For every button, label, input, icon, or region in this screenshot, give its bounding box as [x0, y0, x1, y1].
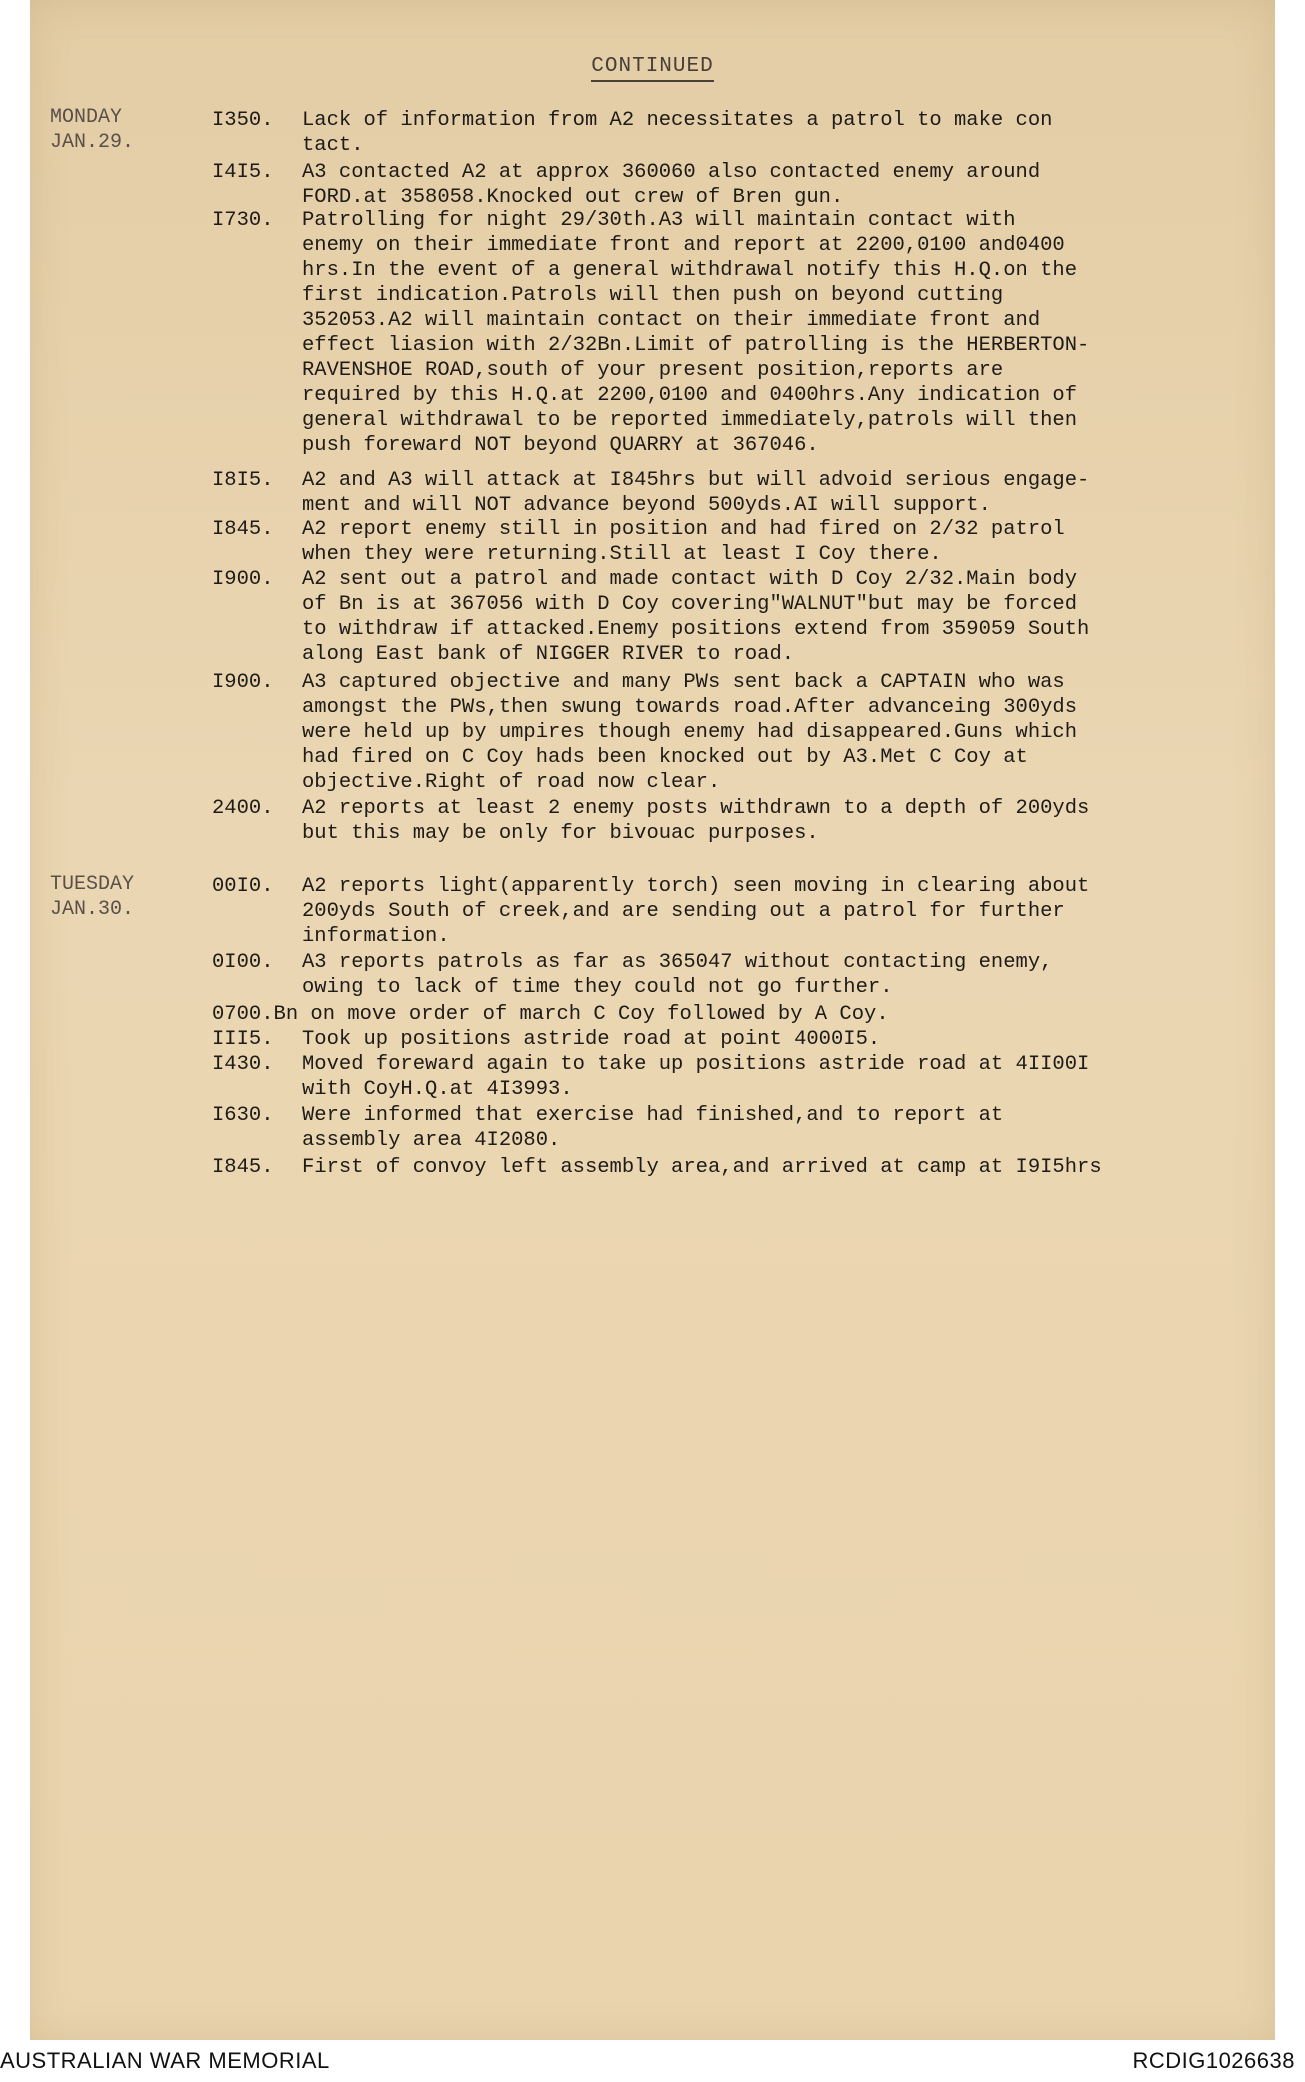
log-entry [212, 1027, 1267, 1052]
entry-text: Moved foreward again to take up positions astride road at 4II00I with CoyH.Q.at 4I3993. [302, 1053, 1090, 1101]
entry-time: 0700. [212, 1003, 274, 1026]
log-entry [212, 796, 1267, 846]
footer-record-id: RCDIG1026638 [1132, 2048, 1295, 2073]
entry-text: Lack of information from A2 necessitates a patrol to make con tact. [302, 109, 1053, 157]
entry-time: I630. [212, 1104, 274, 1127]
entry-text: Patrolling for night 29/30th.A3 will maintain contact with enemy on their immediate front and report at 2200,0100 and0400 hrs.In the event of a general withdrawal notify this H.Q.on the first indication.Patrols will then push on beyond cutting 352053.A2 will maintain contact on their immediate front and effect liasion with 2/32Bn.Limit of patrolling is the HERBERTON- RAVENSHOE ROAD,south of your present position,reports are required by this H.Q.at 2200,0100 and 0400hrs.Any indication of general withdrawal to be reported immediately,patrols will then push foreward NOT beyond QUARRY at 367046. [302, 209, 1090, 457]
day-label-monday: MONDAY JAN.29. [50, 106, 135, 154]
log-entry [212, 567, 1267, 667]
entry-time: I730. [212, 209, 274, 232]
log-entry [212, 160, 1267, 210]
entry-text: A2 sent out a patrol and made contact with D Coy 2/32.Main body of Bn is at 367056 with D Coy covering"WALNUT"but may be forced to withdraw if attacked.Enemy positions extend from 359059 South along East bank of NIGGER RIVER to road. [302, 568, 1090, 666]
log-entry [212, 108, 1267, 158]
log-entry [212, 517, 1267, 567]
entry-time: III5. [212, 1028, 274, 1051]
log-entry [212, 1103, 1267, 1153]
entry-text: A2 reports at least 2 enemy posts withdrawn to a depth of 200yds but this may be only for bivouac purposes. [302, 797, 1090, 845]
day-label-tuesday: TUESDAY JAN.30. [50, 873, 135, 921]
entry-text: A2 reports light(apparently torch) seen moving in clearing about 200yds South of creek,and are sending out a patrol for further information. [302, 875, 1090, 948]
log-entry [212, 874, 1267, 949]
page-heading: CONTINUED [30, 55, 1275, 78]
entry-time: I350. [212, 109, 274, 132]
log-entry [212, 950, 1267, 1000]
footer-archive-name: AUSTRALIAN WAR MEMORIAL [0, 2048, 330, 2073]
document-sheet [30, 0, 1275, 2040]
entry-time: I900. [212, 568, 274, 591]
log-entry [212, 208, 1267, 458]
entry-time: I8I5. [212, 469, 274, 492]
entry-time: I430. [212, 1053, 274, 1076]
entry-text: A3 reports patrols as far as 365047 without contacting enemy, owing to lack of time they could not go further. [302, 951, 1053, 999]
entry-text: Were informed that exercise had finished,and to report at assembly area 4I2080. [302, 1104, 1004, 1152]
entry-text: A2 report enemy still in position and had fired on 2/32 patrol when they were returning.Still at least I Coy there. [302, 518, 1065, 566]
entry-text: A3 contacted A2 at approx 360060 also contacted enemy around FORD.at 358058.Knocked out crew of Bren gun. [302, 161, 1041, 209]
entry-text: A2 and A3 will attack at I845hrs but will advoid serious engage- ment and will NOT advance beyond 500yds.AI will support. [302, 469, 1090, 517]
log-entry [212, 1002, 1267, 1027]
entry-text: Bn on move order of march C Coy followed by A Coy. [273, 1003, 889, 1026]
log-entry [212, 1052, 1267, 1102]
entry-text: Took up positions astride road at point 4000I5. [302, 1028, 881, 1051]
entry-time: I845. [212, 518, 274, 541]
entry-time: I4I5. [212, 161, 274, 184]
log-entry [212, 1155, 1267, 1180]
entry-text: A3 captured objective and many PWs sent back a CAPTAIN who was amongst the PWs,then swung towards road.After advanceing 300yds were held up by umpires though enemy had disappeared.Guns which had fired on C Coy hads been knocked out by A3.Met C Coy at objective.Right of road now clear. [302, 671, 1078, 794]
log-entry [212, 468, 1267, 518]
entry-time: 0I00. [212, 951, 274, 974]
entry-time: I900. [212, 671, 274, 694]
entry-text: First of convoy left assembly area,and arrived at camp at I9I5hrs [302, 1156, 1102, 1179]
entry-time: 00I0. [212, 875, 274, 898]
log-entry [212, 670, 1267, 795]
entry-time: 2400. [212, 797, 274, 820]
entry-time: I845. [212, 1156, 274, 1179]
